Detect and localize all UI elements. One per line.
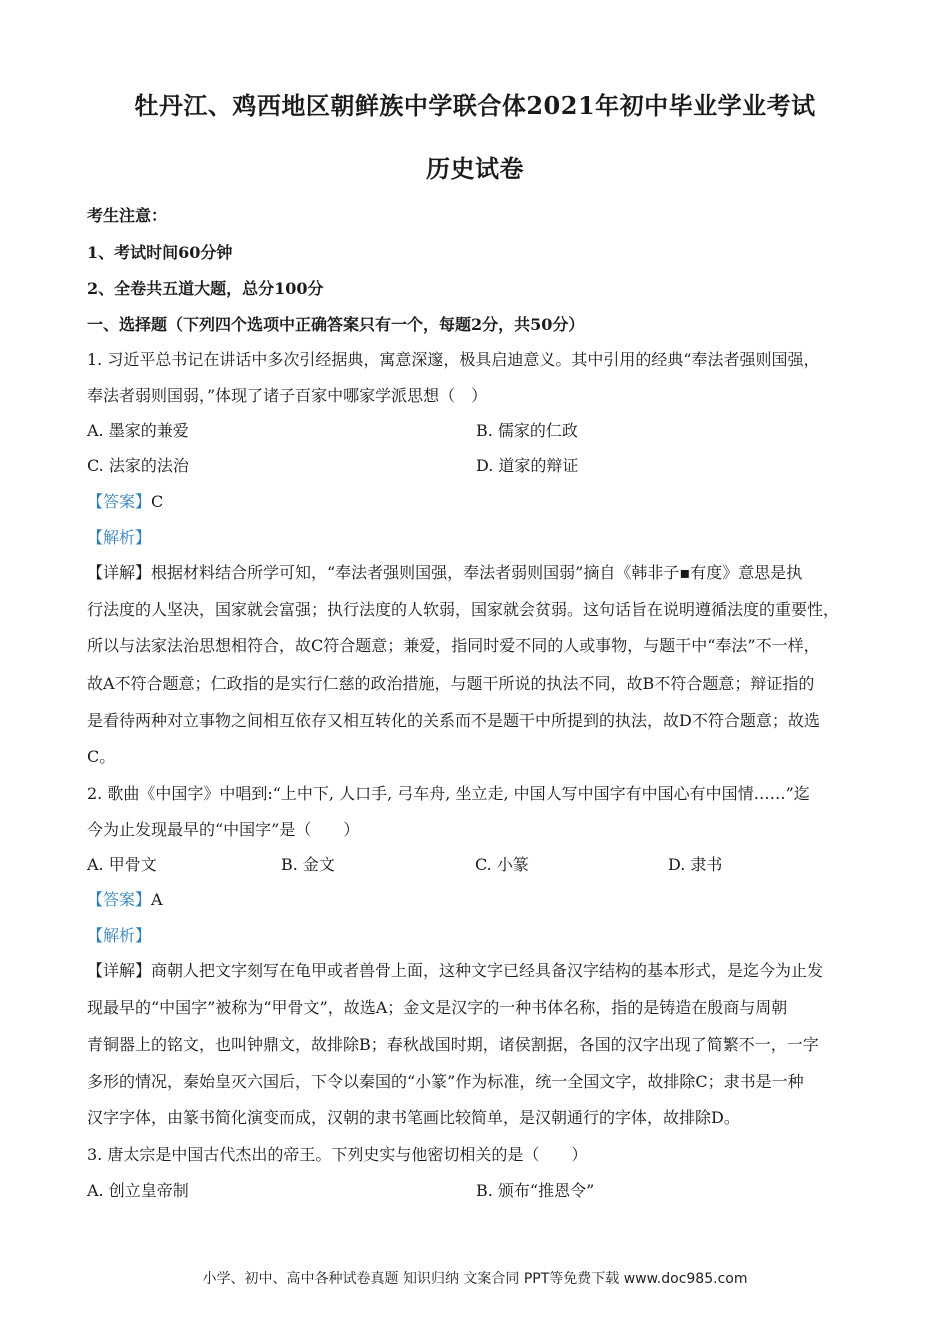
question-2-line: 2. 歌曲《中国字》中唱到:“上中下, 人口手, 弓车舟, 坐立走, 中国人写中国字有中国心有中国情……”迄 xyxy=(87,784,810,803)
q1-answer xyxy=(87,492,163,512)
q1-option-c: C. 法家的法治 xyxy=(87,456,189,475)
q3-option-a: A. 创立皇帝制 xyxy=(87,1181,189,1200)
q1-analysis-label: 【解析】 xyxy=(87,528,152,547)
q2-answer xyxy=(87,890,163,910)
answer-label: 【答案】 xyxy=(87,492,152,511)
question-3-line: 3. 唐太宗是中国古代杰出的帝王。下列史实与他密切相关的是（ ） xyxy=(87,1145,588,1164)
answer-value: A xyxy=(151,890,163,909)
q1-detail-line: 行法度的人坚决，国家就会富强；执行法度的人软弱，国家就会贫弱。这句话旨在说明遵循法度的重要性， xyxy=(87,600,840,619)
notice-item: 1、考试时间60分钟 xyxy=(87,243,233,262)
exam-title: 牡丹江、鸡西地区朝鲜族中学联合体2021年初中毕业学业考试 xyxy=(134,91,816,120)
section-heading: 一、选择题（下列四个选项中正确答案只有一个，每题2分，共50分） xyxy=(87,315,585,334)
exam-subtitle: 历史试卷 xyxy=(426,154,524,183)
q2-option-d: D. 隶书 xyxy=(668,855,723,874)
q1-detail-line: 所以与法家法治思想相符合，故C符合题意；兼爱，指同时爱不同的人或事物，与题干中“奉法”不一样， xyxy=(87,636,820,655)
q1-detail-line: 【详解】根据材料结合所学可知，“奉法者强则国强，奉法者弱则国弱”摘自《韩非子▪有度》意思是执 xyxy=(87,563,803,582)
q2-detail-line: 多形的情况，秦始皇灭六国后，下令以秦国的“小篆”作为标准，统一全国文字，故排除C；隶书是一种 xyxy=(87,1072,804,1091)
q2-option-c: C. 小篆 xyxy=(475,855,529,874)
q1-option-a: A. 墨家的兼爱 xyxy=(87,421,189,440)
page-footer: 小学、初中、高中各种试卷真题 知识归纳 文案合同 PPT等免费下载 www.doc985.com xyxy=(202,1271,748,1287)
q2-option-a: A. 甲骨文 xyxy=(87,855,157,874)
notice-heading: 考生注意： xyxy=(87,206,168,225)
q2-detail-line: 青铜器上的铭文，也叫钟鼎文，故排除B；春秋战国时期，诸侯割据，各国的汉字出现了简繁不一，一字 xyxy=(87,1035,819,1054)
q1-option-d: D. 道家的辩证 xyxy=(476,456,579,475)
q2-detail-line: 现最早的“中国字”被称为“甲骨文”，故选A；金文是汉字的一种书体名称，指的是铸造在殷商与周朝 xyxy=(87,998,788,1017)
q2-detail-line: 【详解】商朝人把文字刻写在龟甲或者兽骨上面，这种文字已经具备汉字结构的基本形式，是迄今为止发 xyxy=(87,961,824,980)
answer-value: C xyxy=(151,492,164,511)
q1-detail-line: 是看待两种对立事物之间相互依存又相互转化的关系而不是题干中所提到的执法，故D不符合题意；故选 xyxy=(87,711,820,730)
q1-detail-line: 故A不符合题意；仁政指的是实行仁慈的政治措施，与题干所说的执法不同，故B不符合题意；辩证指的 xyxy=(87,674,815,693)
q1-option-b: B. 儒家的仁政 xyxy=(476,421,578,440)
q2-option-b: B. 金文 xyxy=(281,855,335,874)
q3-option-b: B. 颁布“推恩令” xyxy=(476,1181,595,1200)
q1-detail-line: C。 xyxy=(87,747,116,766)
q2-detail-line: 汉字字体，由篆书简化演变而成，汉朝的隶书笔画比较简单，是汉朝通行的字体，故排除D。 xyxy=(87,1108,740,1127)
q2-analysis-label: 【解析】 xyxy=(87,926,152,945)
notice-item: 2、全卷共五道大题，总分100分 xyxy=(87,279,324,298)
answer-label: 【答案】 xyxy=(87,890,152,909)
question-1-line: 1. 习近平总书记在讲话中多次引经据典，寓意深邃，极具启迪意义。其中引用的经典“奉法者强则国强， xyxy=(87,350,820,369)
question-1-line: 奉法者弱则国弱，”体现了诸子百家中哪家学派思想（ ） xyxy=(87,386,488,405)
question-2-line: 今为止发现最早的“中国字”是（ ） xyxy=(87,820,360,839)
